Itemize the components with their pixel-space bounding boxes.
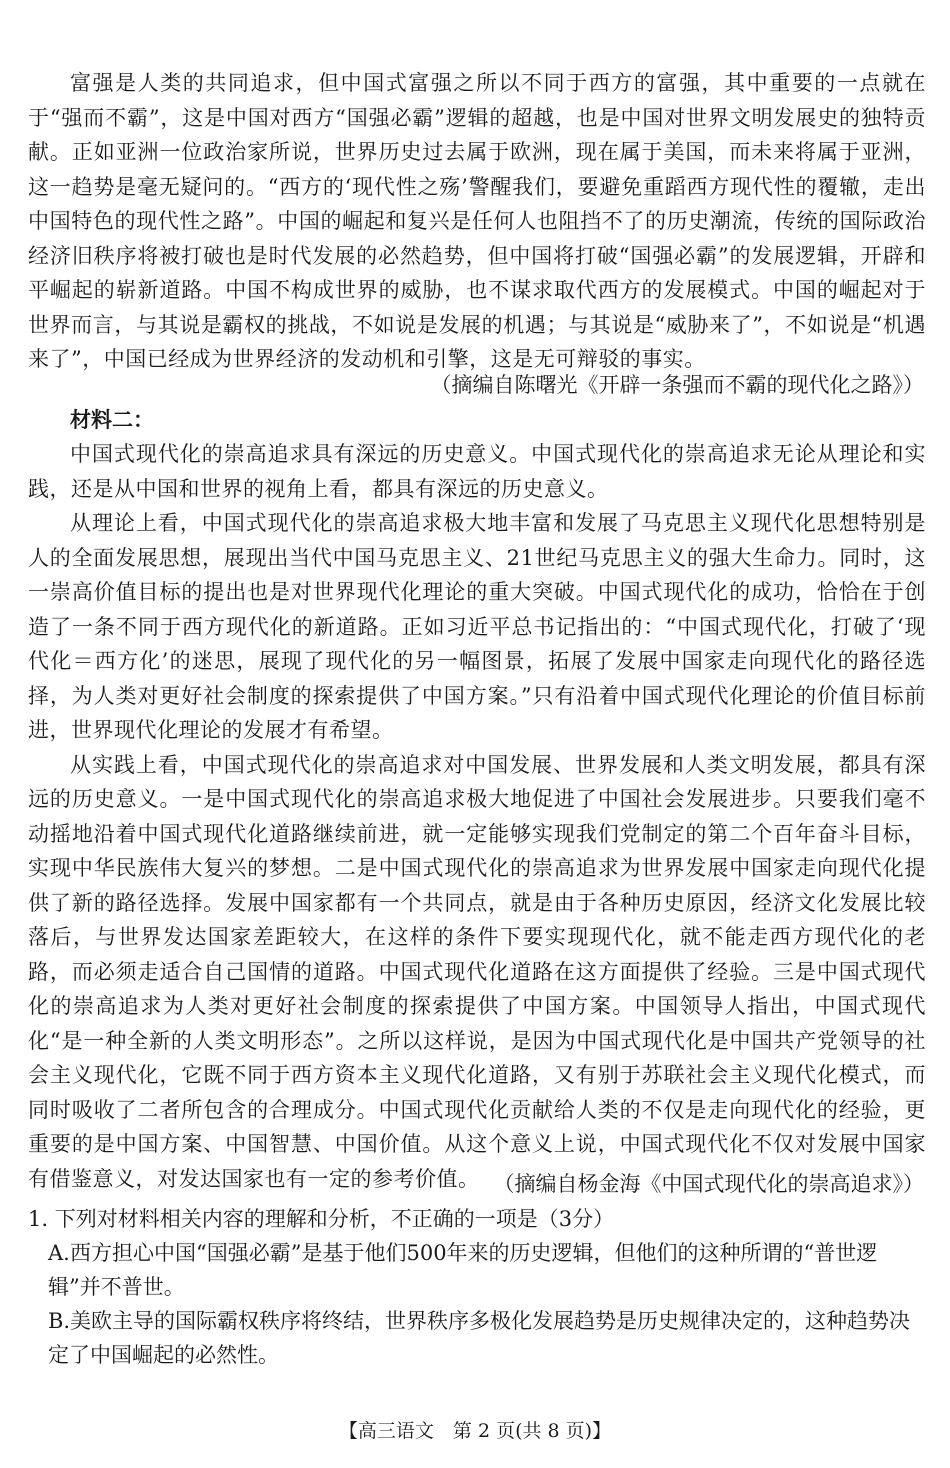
option-b	[48, 1304, 926, 1372]
option-b-label: B.	[48, 1309, 71, 1333]
option-b-text: 美欧主导的国际霸权秩序将终结，世界秩序多极化发展趋势是历史规律决定的，这种趋势决定了中国崛起的必然性。	[48, 1309, 910, 1367]
material-one-section	[28, 66, 926, 377]
option-a-text: 西方担心中国“国强必霸”是基于他们500年来的历史逻辑，但他们的这种所谓的“普世逻辑”并不普世。	[48, 1241, 878, 1299]
material-two-section	[28, 437, 926, 1196]
page-footer: 【高三语文 第 2 页(共 8 页)】	[338, 1420, 612, 1442]
material-two-paragraph-1: 中国式现代化的崇高追求具有深远的历史意义。中国式现代化的崇高追求无论从理论和实践，还是从中国和世界的视角上看，都具有深远的历史意义。	[28, 442, 926, 501]
material-one-source: （摘编自陈曙光《开辟一条强而不霸的现代化之路》）	[430, 373, 924, 397]
material-two-heading: 材料二：	[70, 408, 154, 432]
option-a	[48, 1236, 926, 1304]
question-1-stem: 1. 下列对材料相关内容的理解和分析，不正确的一项是（3分）	[28, 1207, 615, 1231]
option-a-label: A.	[48, 1241, 70, 1265]
material-two-paragraph-2: 从理论上看，中国式现代化的崇高追求极大地丰富和发展了马克思主义现代化思想特别是人的全面发展思想，展现出当代中国马克思主义、21世纪马克思主义的强大生命力。同时，这一崇高价值目标的提出也是对世界现代化理论的重大突破。中国式现代化的成功，恰恰在于创造了一条不同于西方现代化的新道路。正如习近平总书记指出的：“中国式现代化，打破了‘现代化＝西方化’的迷思，展现了现代化的另一幅图景，拓展了发展中国家走向现代化的路径选择，为人类对更好社会制度的探索提供了中国方案。”只有沿着中国式现代化理论的价值目标前进，世界现代化理论的发展才有希望。	[28, 511, 926, 742]
material-one-paragraph: 富强是人类的共同追求，但中国式富强之所以不同于西方的富强，其中重要的一点就在于“强而不霸”，这是中国对西方“国强必霸”逻辑的超越，也是中国对世界文明发展史的独特贡献。正如亚洲一位政治家所说，世界历史过去属于欧洲，现在属于美国，而未来将属于亚洲，这一趋势是毫无疑问的。“西方的‘现代性之殇’警醒我们，要避免重蹈西方现代性的覆辙，走出中国特色的现代性之路”。中国的崛起和复兴是任何人也阻挡不了的历史潮流，传统的国际政治经济旧秩序将被打破也是时代发展的必然趋势，但中国将打破“国强必霸”的发展逻辑，开辟和平崛起的崭新道路。中国不构成世界的威胁，也不谋求取代西方的发展模式。中国的崛起对于世界而言，与其说是霸权的挑战，不如说是发展的机遇；与其说是“威胁来了”，不如说是“机遇来了”，中国已经成为世界经济的发动机和引擎，这是无可辩驳的事实。	[28, 71, 926, 371]
material-two-paragraph-3: 从实践上看，中国式现代化的崇高追求对中国发展、世界发展和人类文明发展，都具有深远的历史意义。一是中国式现代化的崇高追求极大地促进了中国社会发展进步。只要我们毫不动摇地沿着中国式现代化道路继续前进，就一定能够实现我们党制定的第二个百年奋斗目标，实现中华民族伟大复兴的梦想。二是中国式现代化的崇高追求为世界发展中国家走向现代化提供了新的路径选择。发展中国家都有一个共同点，就是由于各种历史原因，经济文化发展比较落后，与世界发达国家差距较大，在这样的条件下要实现现代化，就不能走西方现代化的老路，而必须走适合自己国情的道路。中国式现代化道路在这方面提供了经验。三是中国式现代化的崇高追求为人类对更好社会制度的探索提供了中国方案。中国领导人指出，中国式现代化“是一种全新的人类文明形态”。之所以这样说，是因为中国式现代化是中国共产党领导的社会主义现代化，它既不同于西方资本主义现代化道路，又有别于苏联社会主义现代化模式，而同时吸收了二者所包含的合理成分。中国式现代化贡献给人类的不仅是走向现代化的经验，更重要的是中国方案、中国智慧、中国价值。从这个意义上说，中国式现代化不仅对发展中国家有借鉴意义，对发达国家也有一定的参考价值。	[28, 752, 926, 1191]
material-two-source: （摘编自杨金海《中国式现代化的崇高追求》）	[493, 1172, 924, 1196]
